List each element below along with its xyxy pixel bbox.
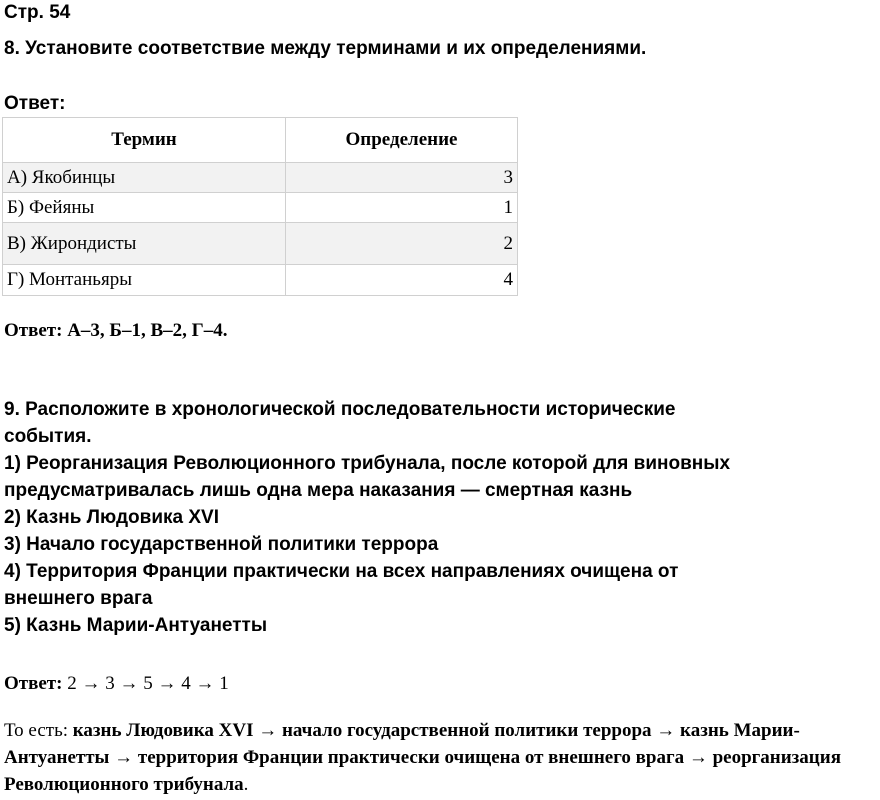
explanation-text: казнь Людовика XVI → начало государственной политики террора → казнь Марии-Антуанетты → территория Франции практически очищена от внешнего врага → реорганизация Революционного трибунала — [4, 720, 841, 795]
table-cell-term: В) Жирондисты — [3, 223, 286, 265]
list-item: 2) Казнь Людовика XVI — [4, 507, 219, 528]
table-row — [3, 163, 518, 193]
question-8-answer: Ответ: А–3, Б–1, В–2, Г–4. — [4, 320, 228, 341]
question-9-answer-label: Ответ: — [4, 673, 63, 694]
question-9-answer-value: 2 → 3 → 5 → 4 → 1 — [62, 673, 229, 694]
table-header-term: Термин — [3, 118, 286, 163]
explanation-suffix: . — [243, 774, 249, 795]
table-cell-definition: 1 — [286, 193, 518, 223]
list-item: внешнего врага — [4, 588, 153, 609]
table-row — [3, 223, 518, 265]
question-9-explanation — [4, 717, 876, 798]
table-cell-term: Г) Монтаньяры — [3, 265, 286, 296]
question-9-answer — [4, 673, 229, 695]
list-item: 3) Начало государственной политики террора — [4, 534, 439, 555]
question-8-title: 8. Установите соответствие между терминами и их определениями. — [4, 38, 647, 59]
list-item: 4) Территория Франции практически на всех направлениях очищена от — [4, 561, 679, 582]
table-cell-term: Б) Фейяны — [3, 193, 286, 223]
page-number: Стр. 54 — [4, 2, 71, 23]
list-item: 5) Казнь Марии-Антуанетты — [4, 615, 268, 636]
table-cell-definition: 4 — [286, 265, 518, 296]
table-header-definition: Определение — [286, 118, 518, 163]
table-cell-definition: 2 — [286, 223, 518, 265]
question-9-title-cont: события. — [4, 426, 92, 447]
table-row — [3, 193, 518, 223]
question-8-answer-label: Ответ: — [4, 93, 66, 114]
answer-table — [2, 117, 518, 296]
list-item: предусматривалась лишь одна мера наказания — смертная казнь — [4, 480, 633, 501]
table-cell-definition: 3 — [286, 163, 518, 193]
table-row — [3, 265, 518, 296]
explanation-prefix: То есть: — [4, 720, 73, 741]
list-item: 1) Реорганизация Революционного трибунала, после которой для виновных — [4, 453, 731, 474]
question-9-title: 9. Расположите в хронологической последовательности исторические — [4, 399, 676, 420]
table-header-row — [3, 118, 518, 163]
table-cell-term: А) Якобинцы — [3, 163, 286, 193]
question-9-block — [4, 396, 730, 639]
